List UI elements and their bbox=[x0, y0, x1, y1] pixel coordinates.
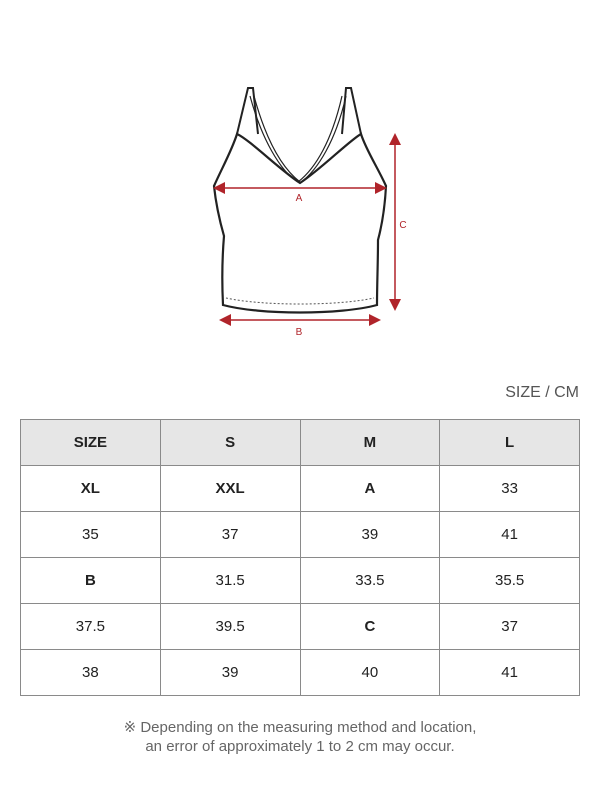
table-cell: C bbox=[300, 604, 440, 650]
garment-diagram bbox=[200, 80, 420, 350]
table-row bbox=[21, 650, 580, 696]
note-line-1: ※ Depending on the measuring method and location, bbox=[123, 719, 477, 736]
table-header-cell: SIZE bbox=[21, 420, 161, 466]
table-cell: 31.5 bbox=[160, 558, 300, 604]
measure-c-label: C bbox=[399, 220, 407, 231]
table-cell: XXL bbox=[160, 466, 300, 512]
unit-label: SIZE / CM bbox=[505, 384, 579, 401]
measurement-note bbox=[0, 718, 600, 756]
measure-b-label: B bbox=[295, 327, 303, 338]
table-cell: XL bbox=[21, 466, 161, 512]
table-row bbox=[21, 466, 580, 512]
table-cell: 37 bbox=[160, 512, 300, 558]
note-line-2: an error of approximately 1 to 2 cm may occur. bbox=[145, 738, 455, 755]
table-cell: 35.5 bbox=[440, 558, 580, 604]
table-cell: 39 bbox=[300, 512, 440, 558]
table-cell: 33.5 bbox=[300, 558, 440, 604]
table-cell: 39.5 bbox=[160, 604, 300, 650]
table-header-row bbox=[21, 420, 580, 466]
table-row bbox=[21, 512, 580, 558]
table-header-cell: L bbox=[440, 420, 580, 466]
table-cell: A bbox=[300, 466, 440, 512]
table-cell: 41 bbox=[440, 650, 580, 696]
right-strap bbox=[342, 88, 361, 134]
table-cell: 40 bbox=[300, 650, 440, 696]
table-header-cell: S bbox=[160, 420, 300, 466]
table-cell: 39 bbox=[160, 650, 300, 696]
measure-a-label: A bbox=[295, 193, 303, 204]
size-table bbox=[20, 419, 580, 696]
table-cell: 37 bbox=[440, 604, 580, 650]
garment-body bbox=[214, 134, 386, 313]
table-cell: 41 bbox=[440, 512, 580, 558]
table-row bbox=[21, 558, 580, 604]
table-header-cell: M bbox=[300, 420, 440, 466]
table-cell: 38 bbox=[21, 650, 161, 696]
table-cell: 37.5 bbox=[21, 604, 161, 650]
table-row bbox=[21, 604, 580, 650]
table-cell: 35 bbox=[21, 512, 161, 558]
table-cell: B bbox=[21, 558, 161, 604]
table-cell: 33 bbox=[440, 466, 580, 512]
